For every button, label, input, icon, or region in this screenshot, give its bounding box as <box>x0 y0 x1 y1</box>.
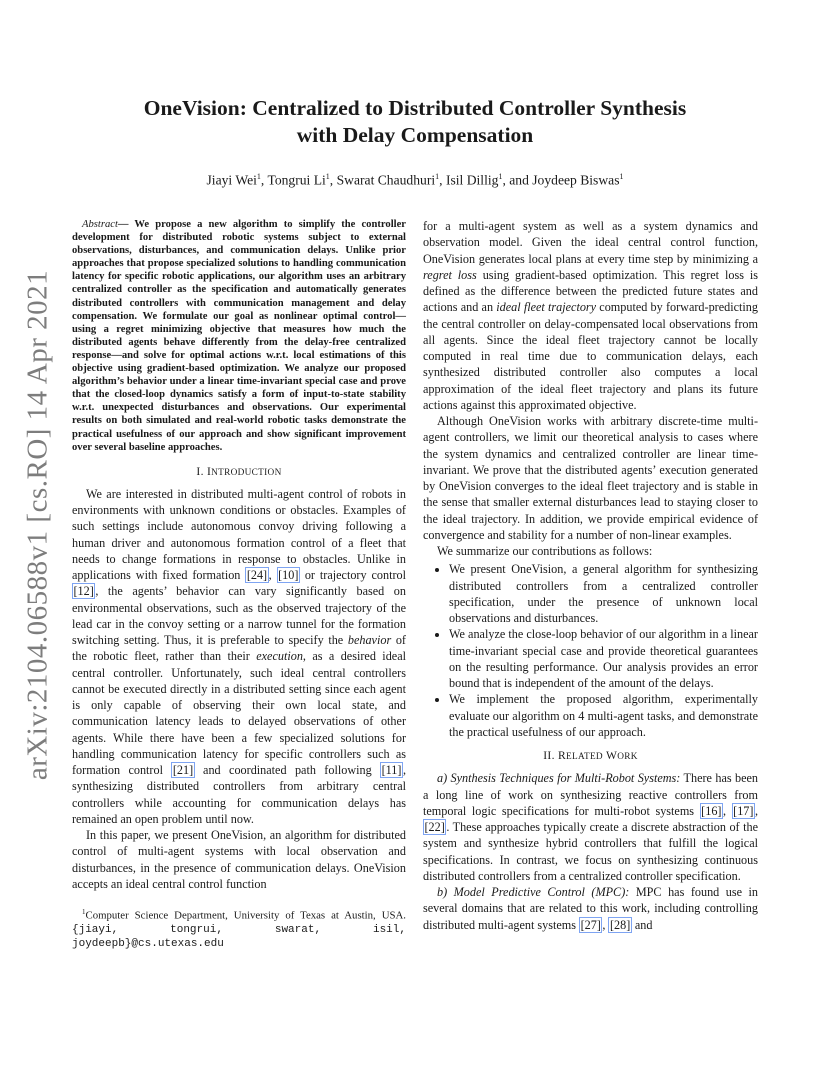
text-run: , <box>722 803 732 818</box>
author-separator: , <box>329 172 337 188</box>
citation-link[interactable]: [21] <box>172 763 194 778</box>
text-run: , <box>754 803 758 818</box>
author-separator: , <box>260 172 268 188</box>
title-line-1: OneVision: Centralized to Distributed Controller Synthesis <box>143 96 687 120</box>
text-run: MPC has found use in several domains that are related to this work, including controlling distributed multi-agent systems <box>423 885 758 932</box>
text-run: , <box>602 917 609 932</box>
affiliation-mark: 1 <box>498 172 503 181</box>
author-name: Isil Dillig <box>445 172 499 188</box>
affiliation-mark: 1 <box>435 172 440 181</box>
contribution-item: • We present OneVision, a general algorithm for synthesizing distributed controllers from a centralized controller specification, under the presence of unknown local observations and disturbances. <box>449 561 758 626</box>
arxiv-identifier-text: arXiv:2104.06588v1 [cs.RO] 14 Apr 2021 <box>21 269 54 781</box>
author-separator: , <box>439 172 446 188</box>
contributions-intro: We summarize our contributions as follows: <box>437 544 653 558</box>
section-title-initial: W <box>605 749 618 762</box>
citation-link[interactable]: [16] <box>701 803 722 818</box>
citation-link[interactable]: [11] <box>381 763 402 778</box>
text-run: , the agents’ behavior can vary significantly based on environmental observations, such as the observed trajectory of the lead car in the convoy setting or a narrow tunnel for the formation switching setting. Thus, it is preferable to specify the <box>72 584 406 648</box>
text-run: computed by forward-predicting the central controller on delay-compensated local observations from all agents. Since the ideal fleet trajectory cannot be locally computed in real time due to communication delays, each synthesized distributed controller also computes a local approximation of the ideal fleet trajectory and plans its future actions against this approximated objective. <box>423 300 758 412</box>
affiliation-footnote <box>72 906 406 951</box>
text-run: of the robotic fleet, rather than their <box>72 633 406 664</box>
intro-paragraph-2: In this paper, we present OneVision, an algorithm for distributed control of multi-agent systems with local observation and disturbances, in the presence of communication delays. OneVision accepts an ideal central control function <box>72 828 406 891</box>
emphasis: behavior <box>347 633 392 648</box>
affiliation-mark: 1 <box>256 172 261 181</box>
contributions-list <box>423 561 758 740</box>
related-work-synthesis <box>423 770 758 884</box>
section-numeral: I. <box>196 464 207 478</box>
abstract-label: Abstract <box>82 219 118 230</box>
subsection-heading: a) Synthesis Techniques for Multi-Robot Systems: <box>437 771 681 786</box>
text-run: and <box>631 917 653 932</box>
author-separator: , and <box>502 172 533 188</box>
left-column <box>72 218 406 951</box>
text-run: , <box>268 568 277 583</box>
affiliation-mark: 1 <box>619 172 624 181</box>
citation-link[interactable]: [12] <box>73 584 94 599</box>
text-run: . These approaches typically create a discrete abstraction of the system and synthesize hybrid controllers that fulfill the logical specifications. In contrast, we focus on synthesizing continuous distributed controllers from a centralized controller specification. <box>423 820 758 883</box>
citation-link[interactable]: [17] <box>733 803 754 818</box>
text-run: , synthesizing distributed controllers from arbitrary central controllers while accounting for communication delays has remained an open problem until now. <box>72 763 406 826</box>
citation-link[interactable]: [10] <box>278 568 299 583</box>
abstract <box>72 218 406 454</box>
section-numeral: II. <box>543 749 558 762</box>
intro-paragraph-4: Although OneVision works with arbitrary discrete-time multi-agent controllers, we limit our theoretical analysis to cases where the system dynamics and centralized controller are linear time-invariant. We prove that the distributed agents’ execution generated by OneVision converges to the ideal fleet trajectory and is stable in the sense that smaller external disturbances lead to staying closer to the ideal trajectory. In addition, we provide empirical evidence of convergence and stability for a number of non-linear examples. <box>423 414 758 542</box>
footnote-mark: 1 <box>82 908 86 917</box>
citation-link[interactable]: [28] <box>609 917 631 932</box>
text-run: or trajectory control <box>299 568 407 583</box>
contribution-item: • We analyze the close-loop behavior of our algorithm in a linear time-invariant special case and provide theoretical guarantees on the resulting performance. Our analysis provides an error bound that is independent of the amount of the delays. <box>449 626 758 691</box>
section-heading-related-work <box>423 748 758 765</box>
title-line-2: with Delay Compensation <box>296 123 534 147</box>
author-name: Tongrui Li <box>267 172 326 188</box>
section-title-rest: ELATED <box>566 752 603 762</box>
author-list <box>100 172 730 189</box>
contribution-item: • We implement the proposed algorithm, experimentally evaluate our algorithm on 4 multi-agent tasks, and demonstrate the practical usefulness of our approach. <box>449 691 758 740</box>
affiliation-mark: 1 <box>325 172 330 181</box>
citation-link[interactable]: [24] <box>246 568 268 583</box>
author-name: Jiayi Wei <box>206 172 257 188</box>
paper-title <box>100 95 730 149</box>
citation-link[interactable]: [27] <box>580 917 601 932</box>
section-title-rest: NTRODUCTION <box>211 467 282 478</box>
intro-paragraph-1 <box>72 486 406 827</box>
footnote-text: Computer Science Department, University of Texas at Austin, USA. <box>85 909 406 922</box>
text-run: There has been a long line of work on synthesizing reactive controllers from temporal logic specifications for multi-robot systems <box>423 771 759 818</box>
emphasis: execution <box>256 649 303 664</box>
subsection-heading: b) Model Predictive Control (MPC): <box>437 885 630 899</box>
section-title-rest: ORK <box>617 752 638 762</box>
arxiv-identifier <box>18 269 58 781</box>
abstract-text: — We propose a new algorithm to simplify the controller development for distributed robotic systems subject to external observations, disturbances, and communication delays. Unlike prior approaches that propose specialized solutions to handling communication latency for specific robotic applications, our algorithm uses an arbitrary centralized controller as the specification and automatically generates distributed controllers with communication management and delay compensation. We formulate our goal as nonlinear optimal control—using a regret minimizing objective that measures how much the distributed agents behave differently from the delay-free centralized response—and solve for optimal actions w.r.t. local estimations of this objective using gradient-based optimization. We analyze our proposed algorithm’s behavior under a linear time-invariant special case and prove that the closed-loop dynamics satisfy a form of input-to-state stability w.r.t. unexpected disturbances and observations. Our experimental results on both simulated and real-world robotic tasks demonstrate the practical usefulness of our approach and show significant improvement over several baseline approaches. <box>72 219 406 453</box>
intro-paragraph-3 <box>423 218 758 413</box>
emphasis: ideal fleet trajectory <box>496 300 597 315</box>
text-run: for a multi-agent system as well as a system dynamics and observation model. Given the ideal central control function, OneVision generates local plans at every time step by minimizing a <box>423 219 758 266</box>
author-name: Swarat Chaudhuri <box>336 172 436 188</box>
text-run: and coordinated path following <box>194 763 381 778</box>
section-title-initial: R <box>557 749 567 762</box>
citation-link[interactable]: [22] <box>424 820 445 834</box>
related-work-mpc <box>423 884 758 933</box>
text-run: , as a desired ideal central controller. Unfortunately, such ideal central controllers cannot be executed directly in a distributed setting since each agent is only capable of observing their own local state, and communication latency leads to delayed observations of other agents. While there have been a few specialized solutions for handling communication latency for specific controllers such as formation control <box>72 649 406 778</box>
text-run: We are interested in distributed multi-agent control of robots in environments with unknown conditions or obstacles. Examples of such settings include autonomous convoy driving following a human driver and autonomous formation control of a fleet that needs to change formations in response to obstacles. Unlike in applications with fixed formation <box>72 486 406 583</box>
footnote-emails: {jiayi, tongrui, swarat, isil, joydeepb}@cs.utexas.edu <box>72 923 406 950</box>
emphasis: regret loss <box>423 267 477 282</box>
text-run: using gradient-based optimization. This regret loss is defined as the difference between the predicted future states and actions and an <box>423 267 758 315</box>
section-title-initial: I <box>206 464 212 478</box>
section-heading-introduction <box>72 464 406 481</box>
author-name: Joydeep Biswas <box>532 172 620 188</box>
right-column <box>423 218 758 933</box>
